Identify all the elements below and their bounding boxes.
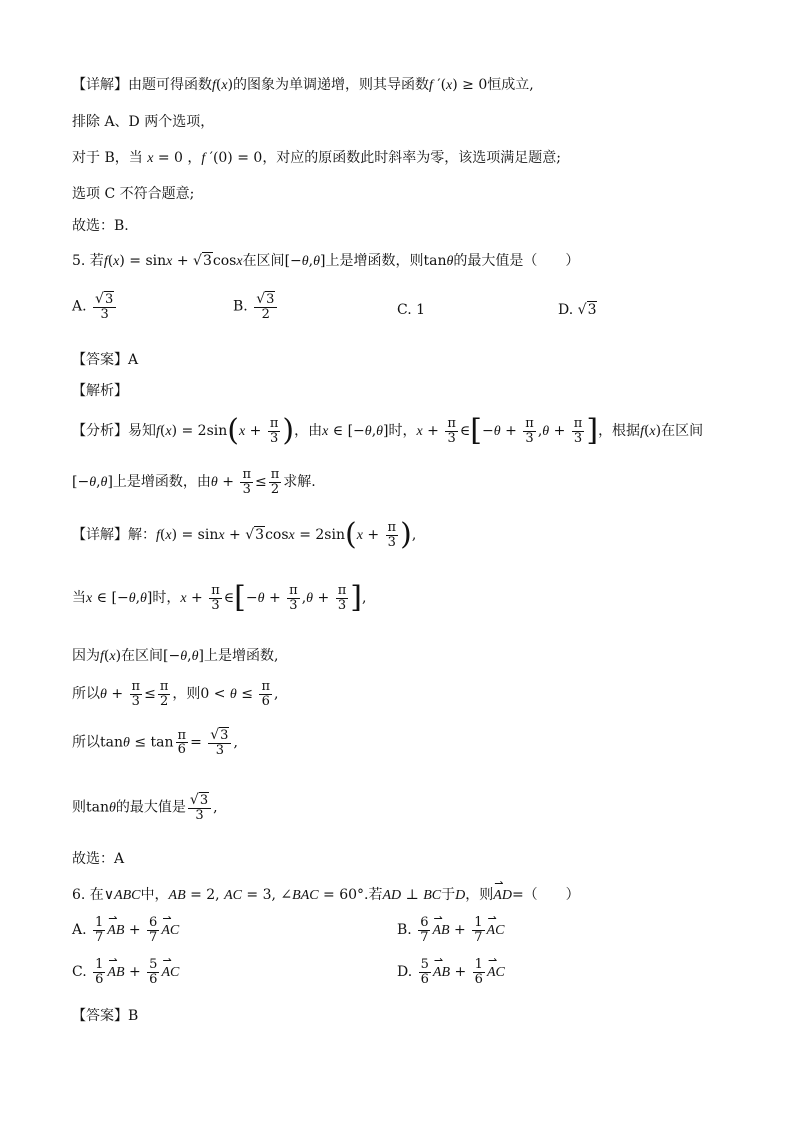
text: 【分析】易知 [72,423,156,439]
answer-5 [72,349,138,369]
detail-line-1: 【详解】由题可得函数f(x)的图象为单调递增，则其导函数f ′(x) ≥ 0恒成立, [72,77,534,93]
option-label: D. [558,302,574,318]
option-d: D. √3 [558,302,597,318]
q6-option-b: B. $\frac{6}{7}$ ⇀ AB + $\frac{1}{7}$ ⇀ AC [397,916,504,944]
text: 于 [441,887,456,903]
text: 中， [140,887,169,903]
detail-solution-4: 所以θ + $\frac{\pi}{3}$ ≤ $\frac{\pi}{2}$ ，则0 < θ ≤ $\frac{\pi}{6}$ , [72,679,279,709]
text: 选项 C 不符合题意; [72,186,195,202]
text: 上是增函数, [203,648,279,664]
text: 的图象为单调递增，则其导函数 [233,77,430,93]
text: 6. 在 [72,887,104,903]
detail-line-4 [72,183,194,203]
text: 则 [72,799,86,816]
detail-solution-1: 【详解】解：f(x) = sinx + √3cosx = 2sin(x + $\frac{\pi}{3}$ ), [72,517,417,552]
text: 所以 [72,734,100,751]
text: 上是增函数，由 [112,474,211,491]
text: 若 [368,887,383,903]
text: （ ） [523,887,580,903]
detail-line-2 [72,111,214,131]
text: 因为 [72,648,100,664]
text: ，则 [465,887,494,903]
detail-solution-2: 当x ∈ [−θ,θ]时，x + $\frac{\pi}{3}$ ∈[−θ + $\frac{\pi}{3}$ ,θ + $\frac{\pi}{3}$ ], [72,580,367,615]
text: 【答案】A [72,352,139,368]
text: 求解. [283,474,316,491]
question-5: 5. 若f(x) = sinx + √3cosx在区间[−θ,θ]上是增函数，则tanθ的最大值是（ ） [72,253,580,269]
text: 所以 [72,686,100,703]
question-6: 6. 在∨ABC中，AB = 2, AC = 3, ∠BAC = 60°.若AD ⊥ BC于D，则⇀ AD=（ ） [72,884,580,904]
text: 恒成立, [487,77,534,93]
text: 当 [72,590,86,606]
option-label: A. [72,298,87,315]
text: 时， [388,423,417,439]
text: 在区间 [242,253,285,269]
text: 的最大值是 [115,799,186,816]
q6-option-a: A. $\frac{1}{7}$ ⇀ AB + $\frac{6}{7}$ ⇀ AC [72,916,179,944]
text: 【解析】 [72,383,128,399]
detail-solution-3: 因为f(x)在区间[−θ,θ]上是增函数, [72,648,279,664]
answer-6 [72,1005,138,1025]
text: 上是增函数，则 [325,253,424,269]
text: 故选：B. [72,218,129,234]
option-a: A. $\frac{√3}{3}$ [72,292,118,321]
analysis-line-1: 【分析】易知f(x) = 2sin(x + $\frac{\pi}{3}$ )，由x ∈ [−θ,θ]时，x + $\frac{\pi}{3}$ ∈[−θ + $\frac{\pi}{3}$ ,θ + $\frac{\pi}{3}$ ]，根据f(x)在区间 [72,413,704,448]
text: 5. 若 [72,253,104,269]
detail-line-5 [72,215,129,235]
text: 【答案】B [72,1008,139,1024]
text: 排除 A、D 两个选项， [72,114,215,130]
text: 时， [152,590,181,606]
text: ，由 [294,423,323,439]
text: 对于 B，当 [72,150,143,166]
detail-solution-6: 则tanθ的最大值是 $\frac{√3}{3}$ , [72,792,218,823]
detail-line-3: 对于 B，当 x = 0 ，f ′(0) = 0，对应的原函数此时斜率为零，该选项满足题意; [72,150,562,166]
selection-5 [72,848,124,868]
q6-option-d: D. $\frac{5}{6}$ ⇀ AB + $\frac{1}{6}$ ⇀ AC [397,958,505,986]
analysis-line-2: [−θ,θ]上是增函数，由θ + $\frac{\pi}{3}$ ≤ $\frac{\pi}{2}$ 求解. [72,467,316,497]
text: 在区间 [661,423,704,439]
text: 【详解】由题可得函数 [72,77,212,93]
text: 故选：A [72,851,125,867]
option-c [397,302,425,318]
detail-solution-5: 所以tanθ ≤ tan $\frac{\pi}{6}$ = $\frac{√3}{3}$ , [72,727,238,758]
text: ，对应的原函数此时斜率为零，该选项满足题意; [262,150,562,166]
q6-option-c: C. $\frac{1}{6}$ ⇀ AB + $\frac{5}{6}$ ⇀ AC [72,958,179,986]
text: 在区间 [121,648,164,664]
analysis-heading [72,380,128,400]
text: 【详解】解： [72,527,156,543]
option-label: B. [233,298,248,315]
option-b: B. $\frac{√3}{2}$ [233,292,279,321]
text: 的最大值是（ ） [453,253,580,269]
text: ，根据 [598,423,641,439]
text: ，则 [172,686,201,703]
option-text: C. 1 [397,302,426,318]
